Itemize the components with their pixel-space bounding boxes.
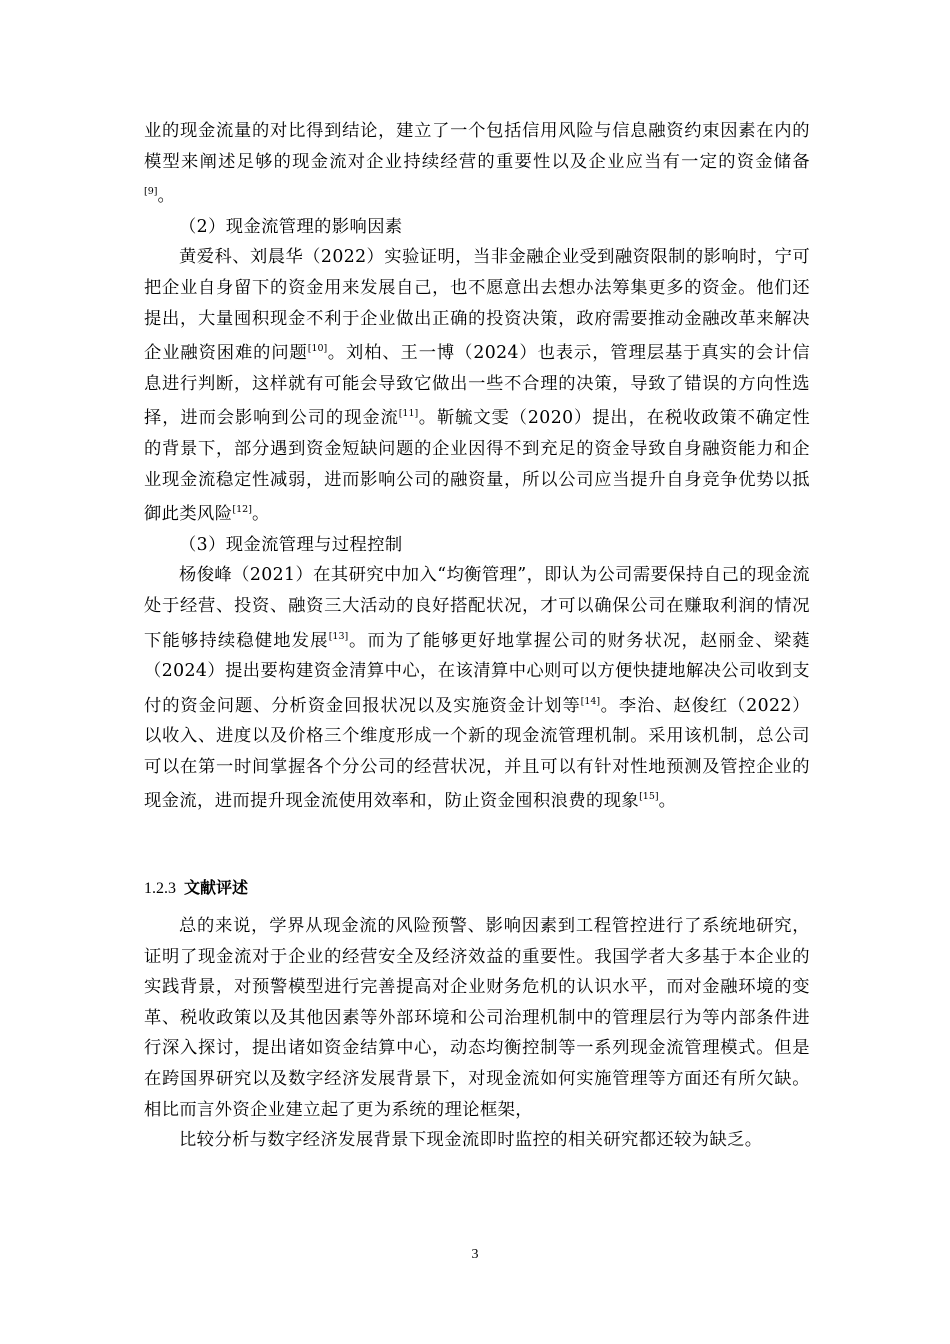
citation-ref: [10] [307, 343, 328, 355]
citation-ref: [12] [232, 504, 252, 516]
page-number: 3 [471, 1247, 479, 1262]
paragraph-influencing-factors: 黄爱科、刘晨华（2022）实验证明，当非金融企业受到融资限制的影响时，宁可把企业自身留下的资金用来发展自己，也不愿意出去想办法筹集更多的资金。他们还提出，大量囤积现金不利于企业做出正确的投资决策，政府需要推动金融改革来解决企业融资困难的问题[10]。刘柏、王一博（2024）也表示，管理层基于真实的会计信息进行判断，这样就有可能会导致它做出一些不合理的决策，导致了错误的方向性选择，进而会影响到公司的现金流[11]。靳毓文雯（2020）提出，在税收政策不确定性的背景下，部分遇到资金短缺问题的企业因得不到充足的资金导致自身融资能力和企业现金流稳定性减弱，进而影响公司的融资量，所以公司应当提升自身竞争优势以抵御此类风险[12]。 [144, 247, 810, 525]
subheading-influencing-factors: （2）现金流管理的影响因素 [179, 216, 403, 237]
body-text-review [144, 911, 810, 1156]
citation-ref: [11] [398, 408, 419, 420]
paragraph-conclusion: 比较分析与数字经济发展背景下现金流即时监控的相关研究都还较为缺乏。 [179, 1130, 763, 1151]
paragraph-process-control: 杨俊峰（2021）在其研究中加入“均衡管理”，即认为公司需要保持自己的现金流处于经营、投资、融资三大活动的良好搭配状况，才可以确保公司在赚取利润的情况下能够持续稳健地发展[13]。而为了能够更好地掌握公司的财务状况，赵丽金、梁蕤（2024）提出要构建资金清算中心，在该清算中心则可以方便快捷地解决公司收到支付的资金问题、分析资金回报状况以及实施资金计划等[14]。李治、赵俊红（2022）以收入、进度以及价格三个维度形成一个新的现金流管理机制。采用该机制，总公司可以在第一时间掌握各个分公司的经营状况，并且可以有针对性地预测及管控企业的现金流，进而提升现金流使用效率和，防止资金囤积浪费的现象[15]。 [144, 565, 810, 812]
section-title: 文献评述 [184, 878, 249, 897]
citation-ref: [9] [144, 186, 158, 198]
citation-ref: [15] [639, 791, 659, 803]
paragraph-continuation: 业的现金流量的对比得到结论，建立了一个包括信用风险与信息融资约束因素在内的模型来阐述足够的现金流对企业持续经营的重要性以及企业应当有一定的资金储备[9]。 [144, 121, 810, 207]
section-number: 1.2.3 [144, 880, 176, 897]
paragraph-literature-review: 总的来说，学界从现金流的风险预警、影响因素到工程管控进行了系统地研究，证明了现金流对于企业的经营安全及经济效益的重要性。我国学者大多基于本企业的实践背景，对预警模型进行完善提高对企业财务危机的认识水平，而对金融环境的变革、税收政策以及其他因素等外部环境和公司治理机制中的管理层行为等内部条件进行深入探讨，提出诸如资金结算中心，动态均衡控制等一系列现金流管理模式。但是在跨国界研究以及数字经济发展背景下，对现金流如何实施管理等方面还有所欠缺。相比而言外资企业建立起了更为系统的理论框架， [144, 916, 810, 1120]
citation-ref: [14] [580, 695, 601, 707]
body-text-top [144, 116, 810, 817]
citation-ref: [13] [328, 630, 349, 642]
section-heading [144, 873, 810, 904]
subheading-process-control: （3）现金流管理与过程控制 [179, 534, 403, 555]
